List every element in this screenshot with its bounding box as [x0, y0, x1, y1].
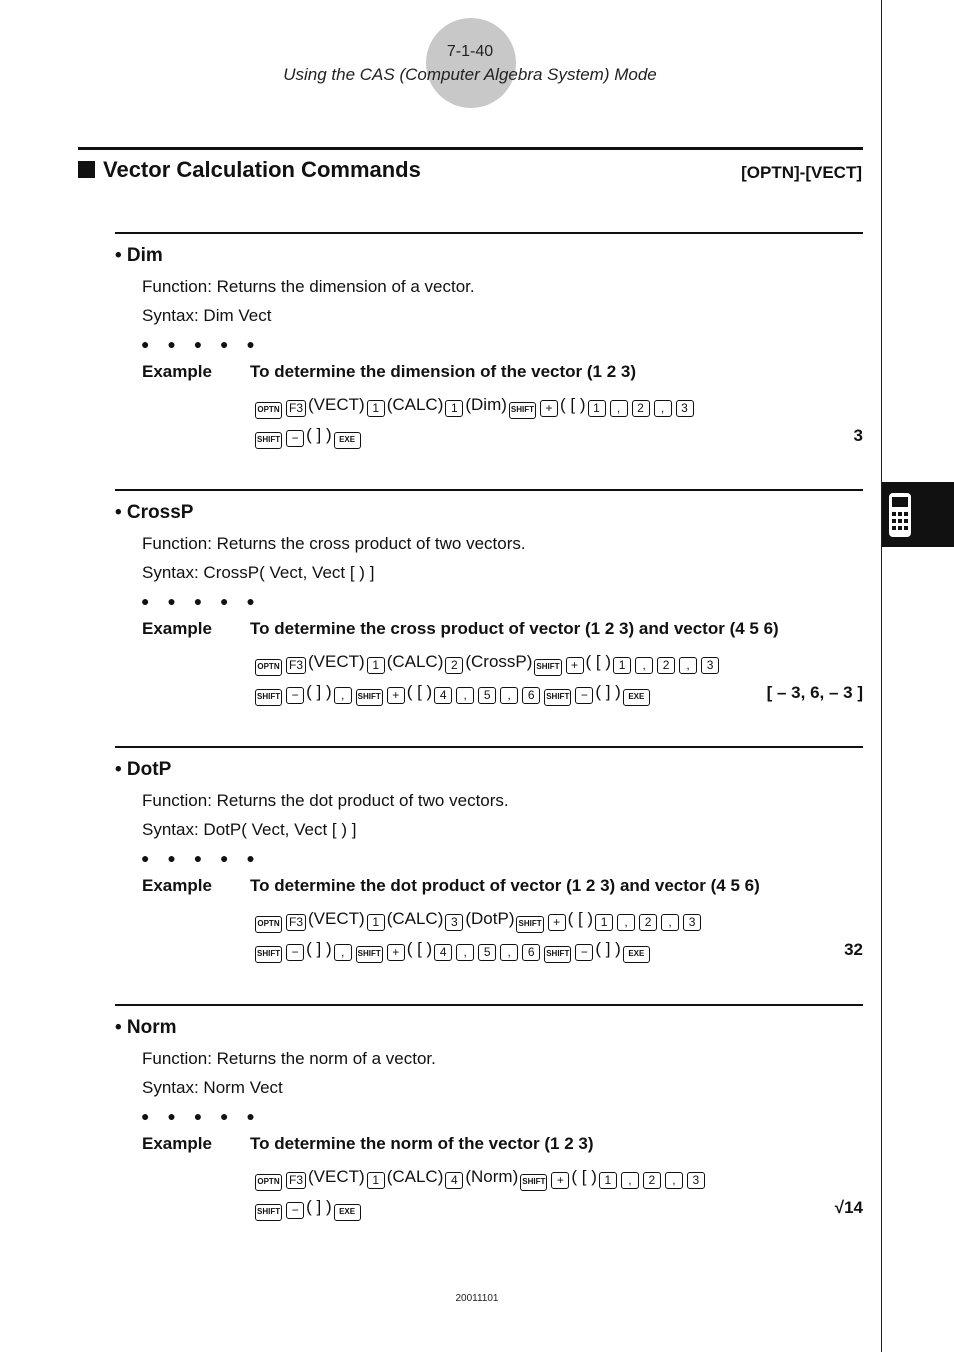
key-annotation: (VECT): [308, 395, 365, 414]
key-annotation: (CrossP): [465, 652, 533, 671]
function-text: Function: Returns the dot product of two vectors.: [142, 791, 509, 810]
example-label: Example: [142, 362, 212, 381]
key-4: 4: [434, 944, 452, 961]
section-title: Vector Calculation Commands: [103, 157, 421, 182]
exe-key: EXE: [334, 432, 361, 449]
plus-key: +: [548, 914, 566, 931]
key-annotation: ( ] ): [595, 939, 621, 958]
comma-key: ,: [665, 1172, 683, 1189]
key-sequence-line1: [253, 395, 696, 419]
key-6: 6: [522, 944, 540, 961]
key-annotation: ( [ ): [406, 682, 433, 701]
example-description: To determine the dimension of the vector (1 2 3): [250, 362, 637, 381]
syntax-text: Syntax: Norm Vect: [142, 1078, 283, 1097]
key-1: 1: [367, 914, 385, 931]
page-number-badge: [426, 18, 516, 108]
example-dots: ● ● ● ● ●: [141, 850, 262, 866]
key-sequence-line1: [253, 652, 721, 676]
result-value: 32: [844, 940, 863, 959]
shift-key: SHIFT: [255, 432, 282, 449]
key-annotation: ( [ ): [571, 1167, 597, 1186]
function-text: Function: Returns the cross product of two vectors.: [142, 534, 526, 553]
key-1: 1: [613, 657, 631, 674]
plus-key: +: [551, 1172, 569, 1189]
key-4: 4: [434, 687, 452, 704]
minus-key: −: [286, 944, 304, 961]
key-3: 3: [676, 400, 694, 417]
section-rule: [78, 147, 863, 150]
minus-key: −: [575, 944, 593, 961]
example-dots: ● ● ● ● ●: [141, 593, 262, 609]
key-annotation: (CALC): [386, 909, 444, 928]
optn-key: OPTN: [255, 1174, 282, 1191]
exe-key: EXE: [623, 946, 650, 963]
key-5: 5: [478, 687, 496, 704]
minus-key: −: [575, 687, 593, 704]
comma-key: ,: [610, 400, 628, 417]
shift-key: SHIFT: [534, 659, 561, 676]
f3-key: F3: [286, 914, 306, 931]
shift-key: SHIFT: [509, 402, 536, 419]
optn-key: OPTN: [255, 659, 282, 676]
command-block-crossp: [115, 489, 863, 739]
example-label: Example: [142, 1134, 212, 1153]
comma-key: ,: [456, 944, 474, 961]
key-sequence-line1: [253, 1167, 707, 1191]
f3-key: F3: [286, 657, 306, 674]
example-label: Example: [142, 876, 212, 895]
key-1: 1: [445, 400, 463, 417]
comma-key: ,: [661, 914, 679, 931]
key-3: 3: [445, 914, 463, 931]
key-annotation: (VECT): [308, 652, 365, 671]
shift-key: SHIFT: [255, 1204, 282, 1221]
comma-key: ,: [334, 944, 352, 961]
comma-key: ,: [334, 687, 352, 704]
calculator-icon: [888, 492, 912, 538]
exe-key: EXE: [623, 689, 650, 706]
minus-key: −: [286, 687, 304, 704]
plus-key: +: [387, 687, 405, 704]
key-1: 1: [595, 914, 613, 931]
key-2: 2: [632, 400, 650, 417]
shift-key: SHIFT: [356, 689, 383, 706]
shift-key: SHIFT: [520, 1174, 547, 1191]
command-block-dotp: [115, 746, 863, 996]
key-annotation: (CALC): [386, 1167, 444, 1186]
minus-key: −: [286, 1202, 304, 1219]
exe-key: EXE: [334, 1204, 361, 1221]
key-sequence-line2: [253, 1197, 363, 1221]
key-5: 5: [478, 944, 496, 961]
function-text: Function: Returns the norm of a vector.: [142, 1049, 436, 1068]
key-1: 1: [367, 657, 385, 674]
optn-key: OPTN: [255, 916, 282, 933]
menu-path: [OPTN]-[VECT]: [741, 163, 862, 182]
key-annotation: ( [ ): [406, 939, 433, 958]
syntax-text: Syntax: CrossP( Vect, Vect [ ) ]: [142, 563, 375, 582]
example-label: Example: [142, 619, 212, 638]
shift-key: SHIFT: [255, 946, 282, 963]
key-sequence-line2: [253, 682, 652, 706]
plus-key: +: [540, 400, 558, 417]
f3-key: F3: [286, 1172, 306, 1189]
key-4: 4: [445, 1172, 463, 1189]
key-6: 6: [522, 687, 540, 704]
key-annotation: ( [ ): [567, 909, 594, 928]
example-dots: ● ● ● ● ●: [141, 1108, 262, 1124]
minus-key: −: [286, 430, 304, 447]
comma-key: ,: [679, 657, 697, 674]
footer-code: 20011101: [455, 1293, 499, 1304]
key-3: 3: [701, 657, 719, 674]
comma-key: ,: [456, 687, 474, 704]
result-value: √14: [834, 1198, 863, 1217]
command-title: • CrossP: [115, 502, 194, 523]
key-annotation: (Dim): [465, 395, 507, 414]
result-value: [ – 3, 6, – 3 ]: [766, 683, 863, 702]
key-1: 1: [367, 400, 385, 417]
key-sequence-line2: [253, 939, 652, 963]
key-2: 2: [657, 657, 675, 674]
key-annotation: ( ] ): [306, 1197, 332, 1216]
section-heading: [78, 157, 421, 183]
key-annotation: ( ] ): [595, 682, 621, 701]
key-annotation: (VECT): [308, 909, 365, 928]
key-annotation: (DotP): [465, 909, 515, 928]
comma-key: ,: [617, 914, 635, 931]
key-1: 1: [599, 1172, 617, 1189]
command-title: • Dim: [115, 245, 163, 266]
key-3: 3: [687, 1172, 705, 1189]
key-sequence-line2: [253, 425, 363, 449]
key-annotation: ( ] ): [306, 939, 332, 958]
key-annotation: (CALC): [386, 395, 444, 414]
key-annotation: (VECT): [308, 1167, 365, 1186]
key-1: 1: [588, 400, 606, 417]
key-annotation: (Norm): [465, 1167, 519, 1186]
plus-key: +: [387, 944, 405, 961]
key-3: 3: [683, 914, 701, 931]
syntax-text: Syntax: DotP( Vect, Vect [ ) ]: [142, 820, 357, 839]
block-rule: [115, 746, 863, 748]
key-annotation: ( ] ): [306, 425, 332, 444]
shift-key: SHIFT: [544, 689, 571, 706]
shift-key: SHIFT: [544, 946, 571, 963]
page-number: 7-1-40: [446, 43, 494, 60]
key-annotation: ( [ ): [560, 395, 586, 414]
key-2: 2: [445, 657, 463, 674]
example-dots: ● ● ● ● ●: [141, 336, 262, 352]
command-block-dim: [115, 232, 863, 482]
function-text: Function: Returns the dimension of a vector.: [142, 277, 475, 296]
shift-key: SHIFT: [356, 946, 383, 963]
example-description: To determine the dot product of vector (1 2 3) and vector (4 5 6): [250, 876, 760, 895]
square-bullet-icon: [78, 161, 95, 178]
syntax-text: Syntax: Dim Vect: [142, 306, 272, 325]
comma-key: ,: [635, 657, 653, 674]
command-title: • Norm: [115, 1017, 177, 1038]
comma-key: ,: [500, 944, 518, 961]
example-description: To determine the norm of the vector (1 2 3): [250, 1134, 594, 1153]
command-block-norm: [115, 1004, 863, 1254]
comma-key: ,: [654, 400, 672, 417]
command-title: • DotP: [115, 759, 172, 780]
chapter-tab: [882, 482, 954, 547]
example-description: To determine the cross product of vector (1 2 3) and vector (4 5 6): [250, 619, 779, 638]
f3-key: F3: [286, 400, 306, 417]
optn-key: OPTN: [255, 402, 282, 419]
margin-rule: [881, 0, 882, 1352]
block-rule: [115, 1004, 863, 1006]
key-1: 1: [367, 1172, 385, 1189]
key-annotation: ( [ ): [585, 652, 612, 671]
shift-key: SHIFT: [255, 689, 282, 706]
comma-key: ,: [500, 687, 518, 704]
block-rule: [115, 232, 863, 234]
key-annotation: (CALC): [386, 652, 444, 671]
comma-key: ,: [621, 1172, 639, 1189]
running-title: Using the CAS (Computer Algebra System) Mode: [283, 65, 657, 84]
key-2: 2: [643, 1172, 661, 1189]
shift-key: SHIFT: [516, 916, 543, 933]
result-value: 3: [853, 426, 863, 445]
plus-key: +: [566, 657, 584, 674]
key-annotation: ( ] ): [306, 682, 332, 701]
key-sequence-line1: [253, 909, 703, 933]
key-2: 2: [639, 914, 657, 931]
block-rule: [115, 489, 863, 491]
